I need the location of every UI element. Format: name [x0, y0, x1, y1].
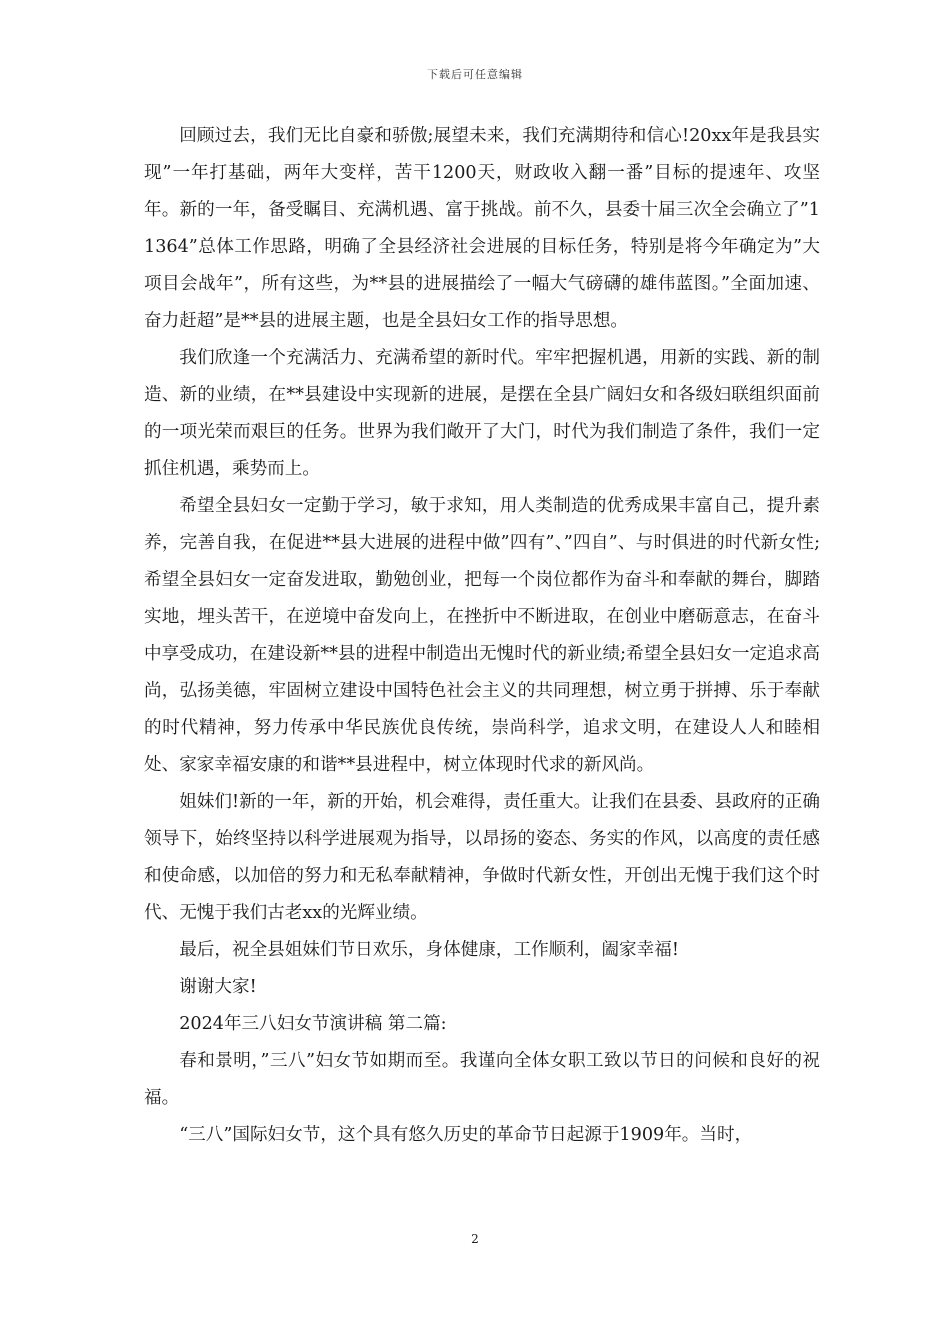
paragraph: 回顾过去，我们无比自豪和骄傲;展望未来，我们充满期待和信心!20xx年是我县实现”一年打基础，两年大变样，苦干1200天，财政收入翻一番”目标的提速年、攻坚年。新的一年，备受瞩目、充满机遇、富于挑战。前不久，县委十届三次全会确立了”11364”总体工作思路，明确了全县经济社会进展的目标任务，特别是将今年确定为”大项目会战年”，所有这些，为**县的进展描绘了一幅大气磅礴的雄伟蓝图。”全面加速、奋力赶超”是**县的进展主题，也是全县妇女工作的指导思想。: [144, 126, 820, 331]
section-heading: 2024年三八妇女节演讲稿 第二篇:: [179, 1014, 447, 1034]
document-body: [144, 118, 820, 1154]
page-number: 2: [471, 1232, 479, 1246]
paragraph: 我们欣逢一个充满活力、充满希望的新时代。牢牢把握机遇，用新的实践、新的制造、新的业绩，在**县建设中实现新的进展，是摆在全县广阔妇女和各级妇联组织面前的一项光荣而艰巨的任务。世界为我们敞开了大门，时代为我们制造了条件，我们一定抓住机遇，乘势而上。: [144, 348, 820, 479]
paragraph: 谢谢大家!: [179, 977, 257, 997]
paragraph: 希望全县妇女一定勤于学习，敏于求知，用人类制造的优秀成果丰富自己，提升素养，完善自我，在促进**县大进展的进程中做”四有”、”四自”、与时俱进的时代新女性;希望全县妇女一定奋发进取，勤勉创业，把每一个岗位都作为奋斗和奉献的舞台，脚踏实地，埋头苦干，在逆境中奋发向上，在挫折中不断进取，在创业中磨砺意志，在奋斗中享受成功，在建设新**县的进程中制造出无愧时代的新业绩;希望全县妇女一定追求高尚，弘扬美德，牢固树立建设中国特色社会主义的共同理想，树立勇于拼搏、乐于奉献的时代精神，努力传承中华民族优良传统，崇尚科学，追求文明，在建设人人和睦相处、家家幸福安康的和谐**县进程中，树立体现时代求的新风尚。: [144, 496, 820, 775]
paragraph: “三八”国际妇女节，这个具有悠久历史的革命节日起源于1909年。当时，: [179, 1125, 753, 1145]
header-note: 下载后可任意编辑: [427, 68, 523, 81]
paragraph: 春和景明，”三八”妇女节如期而至。我谨向全体女职工致以节日的问候和良好的祝福。: [144, 1051, 820, 1108]
paragraph: 姐妹们!新的一年，新的开始，机会难得，责任重大。让我们在县委、县政府的正确领导下，始终坚持以科学进展观为指导，以昂扬的姿态、务实的作风，以高度的责任感和使命感，以加倍的努力和无私奉献精神，争做时代新女性，开创出无愧于我们这个时代、无愧于我们古老xx的光辉业绩。: [144, 792, 820, 923]
paragraph: 最后，祝全县姐妹们节日欢乐，身体健康，工作顺利，阖家幸福!: [179, 940, 679, 960]
